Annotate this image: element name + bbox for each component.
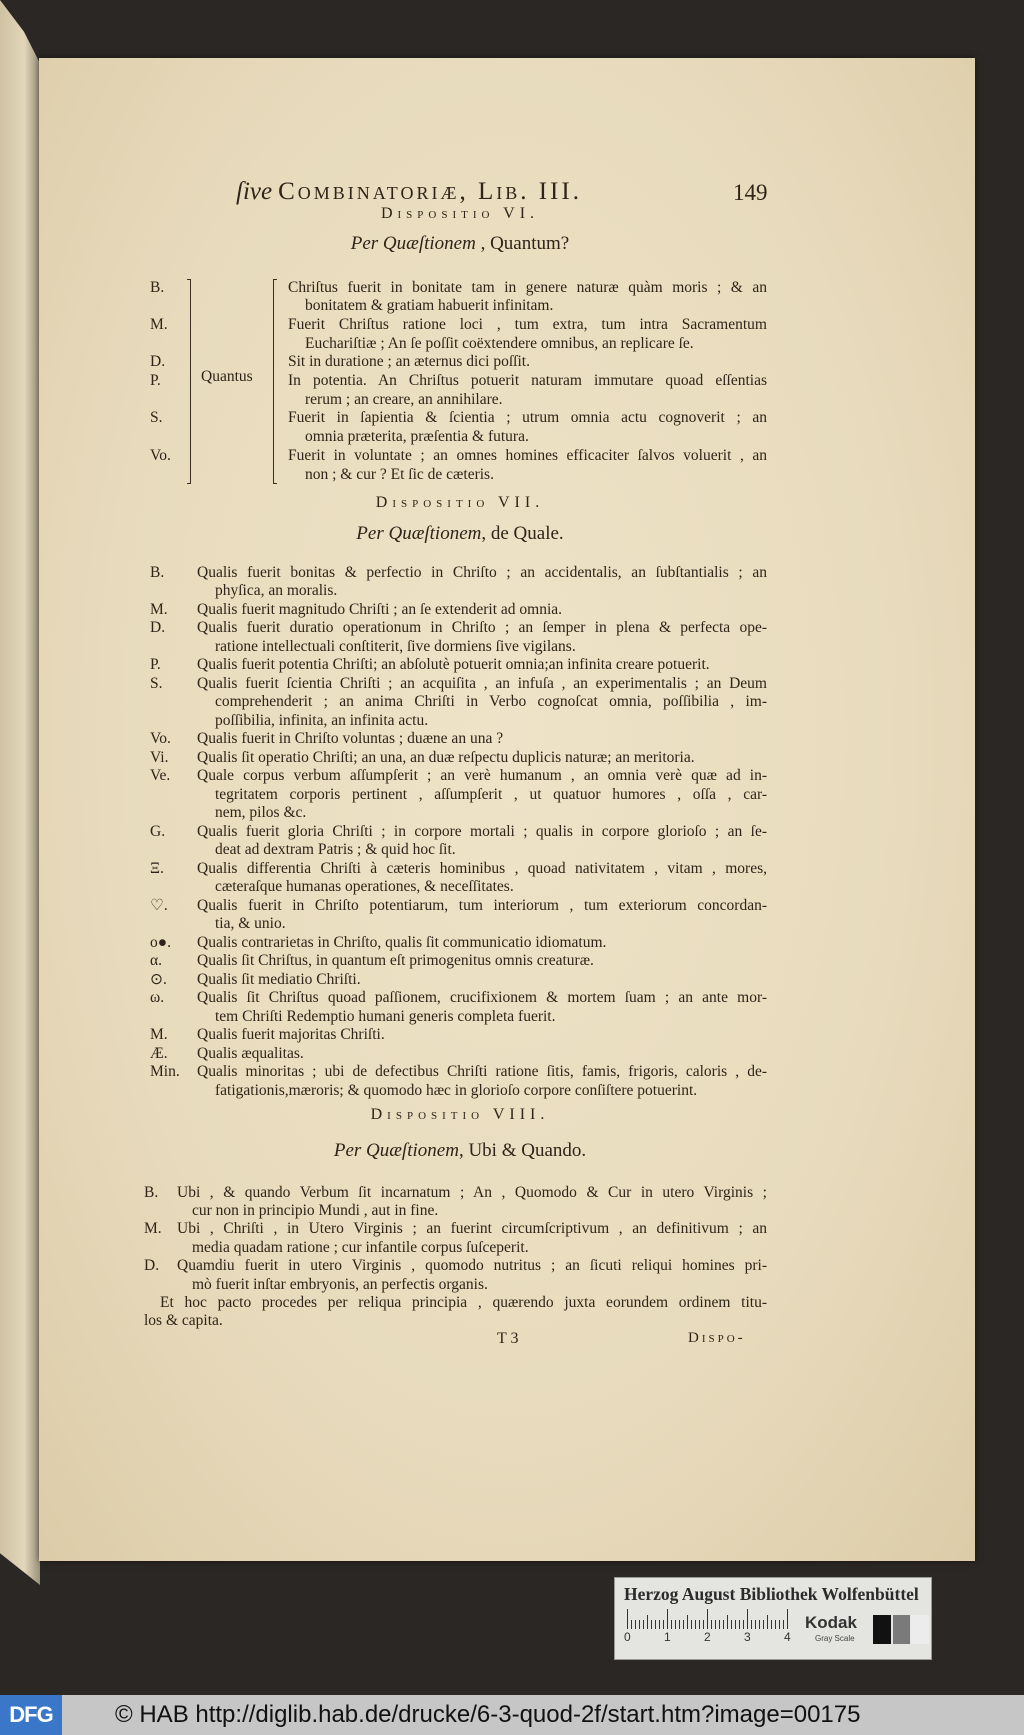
text-line: Fuerit Chriſtus ratione loci , tum extra, tum intra Sacramentum: [288, 315, 767, 333]
text-line: Qualis ſit Chriſtus, in quantum eſt primogenitus omnis creaturæ.: [197, 952, 594, 969]
text-line: omnia præterita, præſentia & futura.: [305, 428, 529, 446]
ruler-tick: [683, 1620, 684, 1629]
text-line: Qualis fuerit duratio operationum in Chriſto ; an ſemper in plena & perfecta ope-: [197, 619, 767, 636]
ruler-number: 1: [664, 1630, 671, 1644]
ruler-tick: [671, 1620, 672, 1629]
row-label: M.: [144, 1220, 162, 1238]
text-line: Fuerit in voluntate ; an omnes homines efficaciter ſalvos voluerit , an: [288, 446, 767, 464]
ruler-tick: [655, 1620, 656, 1629]
text-line: Qualis ſit mediatio Chriſti.: [197, 970, 361, 988]
page-number: 149: [733, 180, 768, 205]
subtitle-text: , Quantum?: [475, 233, 570, 254]
text-line: Qualis ſit Chriſtus quoad paſſionem, crucifixionem & mortem ſuam ; an ante mor-: [197, 989, 767, 1006]
subtitle-text: , Ubi & Quando.: [458, 1140, 587, 1161]
ruler-tick: [695, 1620, 696, 1629]
section-subtitle: [160, 1140, 760, 1162]
closing-line: Et hoc pacto procedes per reliqua principia , quærendo juxta eorundem ordinem titu-: [160, 1293, 767, 1311]
row-label: S.: [150, 674, 163, 692]
row-label: Vo.: [150, 730, 171, 747]
ruler-number: 2: [704, 1630, 711, 1644]
row-label: M.: [150, 1026, 168, 1043]
row-label: ♡.: [150, 896, 168, 914]
text-line: cur non in principio Mundi , aut in fine.: [192, 1201, 439, 1219]
text-line: Quale corpus verbum aſſumpſerit ; an verè humanum , an omnia verè quæ ad in-: [197, 767, 767, 784]
scale-card: [614, 1577, 932, 1660]
row-label: P.: [150, 372, 161, 389]
text-line: rerum ; an creare, an annihilare.: [305, 390, 503, 408]
text-line: Sit in duratione ; an æternus dici poſſit.: [288, 353, 530, 371]
text-line: bonitatem & gratiam habuerit infinitam.: [305, 297, 554, 315]
ruler-tick: [715, 1620, 716, 1629]
text-line: deat ad dextram Patris ; & quid hoc ſit.: [215, 841, 456, 858]
section-heading: Dispositio VII.: [375, 494, 545, 511]
row-label: Ξ.: [150, 859, 164, 877]
text-line: Qualis ſit operatio Chriſti; an una, an duæ reſpectu duplicis naturæ; an meritoria.: [197, 748, 695, 766]
right-brace: [273, 279, 277, 484]
ruler-tick: [751, 1620, 752, 1629]
ruler-tick: [747, 1609, 748, 1629]
ruler-tick: [643, 1620, 644, 1629]
ruler-tick: [731, 1620, 732, 1629]
facing-page-edge: [0, 0, 40, 1585]
library-name: Herzog August Bibliothek Wolfenbüttel: [624, 1584, 919, 1604]
ruler-tick: [639, 1620, 640, 1629]
footer-bar: [0, 1695, 1024, 1735]
ruler-tick: [703, 1620, 704, 1629]
copyright-link[interactable]: © HAB http://diglib.hab.de/drucke/6-3-quod-2f/start.htm?image=00175: [115, 1701, 861, 1728]
ruler-tick: [631, 1620, 632, 1629]
text-line: media quadam ratione ; cur infantile corpus ſuſceperit.: [192, 1238, 529, 1256]
ruler-tick: [707, 1609, 708, 1629]
text-line: Qualis fuerit bonitas & perfectio in Chriſto ; an accidentalis, an ſubſtantialis ; an: [197, 563, 767, 581]
text-line: tegritatem corporis pertinent , aſſumpſerit , ut quatuor humores , oſſa , car-: [215, 785, 767, 803]
text-line: Quamdiu fuerit in utero Virginis , quomodo nutritus ; an ſicuti reliqui homines pri-: [177, 1257, 767, 1275]
text-line: fatigationis,mæroris; & quomodo hæc in glorioſo corpore conſiſtere potuerint.: [215, 1081, 698, 1099]
text-line: Qualis fuerit ſcientia Chriſti ; an acquiſita , an infuſa , an experimentalis ; an Deum: [197, 674, 767, 692]
text-line: Qualis fuerit majoritas Chriſti.: [197, 1026, 385, 1043]
row-label: D.: [150, 619, 166, 636]
ruler-tick: [711, 1620, 712, 1629]
ruler-tick: [723, 1620, 724, 1629]
row-label: D.: [144, 1257, 160, 1275]
subtitle-text: , de Quale.: [481, 523, 564, 544]
ruler-tick: [667, 1609, 668, 1629]
dfg-logo: DFG: [0, 1695, 62, 1735]
row-label: M.: [150, 315, 168, 333]
text-line: Qualis fuerit gloria Chriſti ; in corpore mortali ; qualis in corpore glorioſo ; an ſe-: [197, 822, 767, 840]
row-label: ⊙.: [150, 970, 167, 988]
ruler-tick: [675, 1620, 676, 1629]
gray-swatch-mid: [893, 1615, 910, 1644]
row-label: D.: [150, 353, 166, 371]
text-line: Qualis differentia Chriſti à cæteris hominibus , quoad nativitatem , vitam , mores,: [197, 859, 767, 877]
ruler-tick: [679, 1620, 680, 1629]
text-line: Ubi , Chriſti , in Utero Virginis ; an fuerint circumſcriptivum , an definitivum ; an: [177, 1220, 767, 1238]
ruler-tick: [627, 1609, 628, 1629]
row-label: Ve.: [150, 767, 171, 784]
row-label: G.: [150, 822, 166, 840]
ruler-tick: [759, 1620, 760, 1629]
ruler-tick: [719, 1620, 720, 1629]
ruler-tick: [735, 1620, 736, 1629]
ruler-number: 4: [784, 1630, 791, 1644]
ruler-tick: [775, 1620, 776, 1629]
ruler-tick: [647, 1615, 648, 1629]
text-line: Ubi , & quando Verbum ſit incarnatum ; An , Quomodo & Cur in utero Virginis ;: [177, 1183, 767, 1201]
section-heading: Dispositio VI.: [380, 205, 540, 222]
text-line: Chriſtus fuerit in bonitate tam in genere naturæ quàm moris ; & an: [288, 278, 767, 296]
row-label: ω.: [150, 989, 165, 1006]
text-line: tem Chriſti Redemptio humani generis completa fuerit.: [215, 1007, 556, 1025]
row-label: M.: [150, 600, 168, 618]
ruler-tick: [783, 1620, 784, 1629]
ruler-tick: [743, 1620, 744, 1629]
row-label: B.: [150, 563, 165, 581]
row-label: o●.: [150, 933, 171, 951]
row-label: Vo.: [150, 446, 171, 464]
text-line: mò fuerit inſtar embryonis, an perfectis organis.: [192, 1275, 488, 1293]
row-label: Vi.: [150, 748, 169, 766]
ruler-tick: [651, 1620, 652, 1629]
brace-label: Quantus: [201, 368, 253, 386]
ruler-tick: [635, 1620, 636, 1629]
ruler: [627, 1609, 787, 1629]
text-line: comprehenderit ; an anima Chriſti in Verbo cognoſcat omnia, poſſibilia , im-: [215, 693, 767, 710]
ruler-tick: [787, 1609, 788, 1629]
text-line: Qualis fuerit potentia Chriſti; an abſolutè potuerit omnia;an infinita creare potuerit.: [197, 656, 710, 673]
ruler-tick: [767, 1615, 768, 1629]
ruler-tick: [727, 1615, 728, 1629]
catchword: Dispo-: [688, 1330, 746, 1346]
text-line: Euchariſtiæ ; An ſe poſſit coëxtendere omnibus, an replicare ſe.: [305, 334, 694, 352]
text-line: Qualis contrarietas in Chriſto, qualis ſit communicatio idiomatum.: [197, 933, 607, 951]
row-label: α.: [150, 952, 162, 969]
ruler-tick: [687, 1615, 688, 1629]
ruler-tick: [763, 1620, 764, 1629]
subtitle-italic: Per Quæſtionem: [356, 523, 482, 544]
running-head-title: Combinatoriæ, Lib. III.: [278, 178, 582, 205]
text-line: nem, pilos &c.: [215, 804, 307, 821]
text-line: cæteraſque humanas operationes, & neceſſitates.: [215, 878, 514, 895]
text-line: Qualis fuerit magnitudo Chriſti ; an ſe extenderit ad omnia.: [197, 600, 563, 618]
ruler-tick: [691, 1620, 692, 1629]
left-bracket: [187, 279, 191, 484]
text-line: Qualis æqualitas.: [197, 1044, 304, 1062]
text-line: Fuerit in ſapientia & ſcientia ; utrum omnia actu cognoverit ; an: [288, 409, 767, 427]
text-line: Qualis fuerit in Chriſto potentiarum, tum interiorum , tum exteriorum concordan-: [197, 896, 767, 914]
ruler-tick: [659, 1620, 660, 1629]
section-heading: Dispositio VIII.: [370, 1106, 550, 1123]
row-label: Æ.: [150, 1044, 168, 1062]
gray-scale-label: Gray Scale: [815, 1634, 855, 1643]
text-line: poſſibilia, infinita, an infinita actu.: [215, 711, 429, 729]
row-label: Min.: [150, 1063, 180, 1080]
signature-mark: T 3: [497, 1330, 519, 1347]
ruler-tick: [663, 1620, 664, 1629]
ruler-tick: [755, 1620, 756, 1629]
ruler-tick: [779, 1620, 780, 1629]
subtitle-italic: Per Quæſtionem: [350, 233, 476, 254]
gray-swatch-black: [873, 1615, 891, 1644]
section-subtitle: [160, 523, 760, 545]
text-line: Qualis minoritas ; ubi de defectibus Chriſti ratione ſitis, famis, frigoris, caloris , de-: [197, 1063, 767, 1080]
text-line: In potentia. An Chriſtus potuerit naturam immutare quoad eſſentias: [288, 372, 767, 389]
row-label: B.: [150, 278, 165, 296]
closing-line: los & capita.: [144, 1312, 223, 1330]
text-line: non ; & cur ? Et ſic de cæteris.: [305, 465, 494, 483]
kodak-logo: Kodak: [805, 1613, 857, 1632]
section-subtitle: [160, 233, 760, 255]
row-label: B.: [144, 1183, 159, 1201]
ruler-number: 3: [744, 1630, 751, 1644]
ruler-tick: [699, 1620, 700, 1629]
ruler-tick: [771, 1620, 772, 1629]
row-label: S.: [150, 409, 163, 427]
text-line: ratione intellectuali conſtiterit, ſive dormiens ſive vigilans.: [215, 637, 576, 655]
subtitle-italic: Per Quæſtionem: [333, 1140, 459, 1161]
ruler-number: 0: [624, 1630, 631, 1644]
row-label: P.: [150, 656, 161, 673]
text-line: Qualis fuerit in Chriſto voluntas ; duæne an una ?: [197, 730, 504, 747]
text-line: phyſica, an moralis.: [215, 582, 338, 599]
gray-swatch-white: [911, 1615, 929, 1644]
text-line: tia, & unio.: [215, 915, 286, 932]
running-head-italic: ſive: [236, 178, 273, 205]
ruler-tick: [739, 1620, 740, 1629]
running-head: [236, 178, 582, 206]
